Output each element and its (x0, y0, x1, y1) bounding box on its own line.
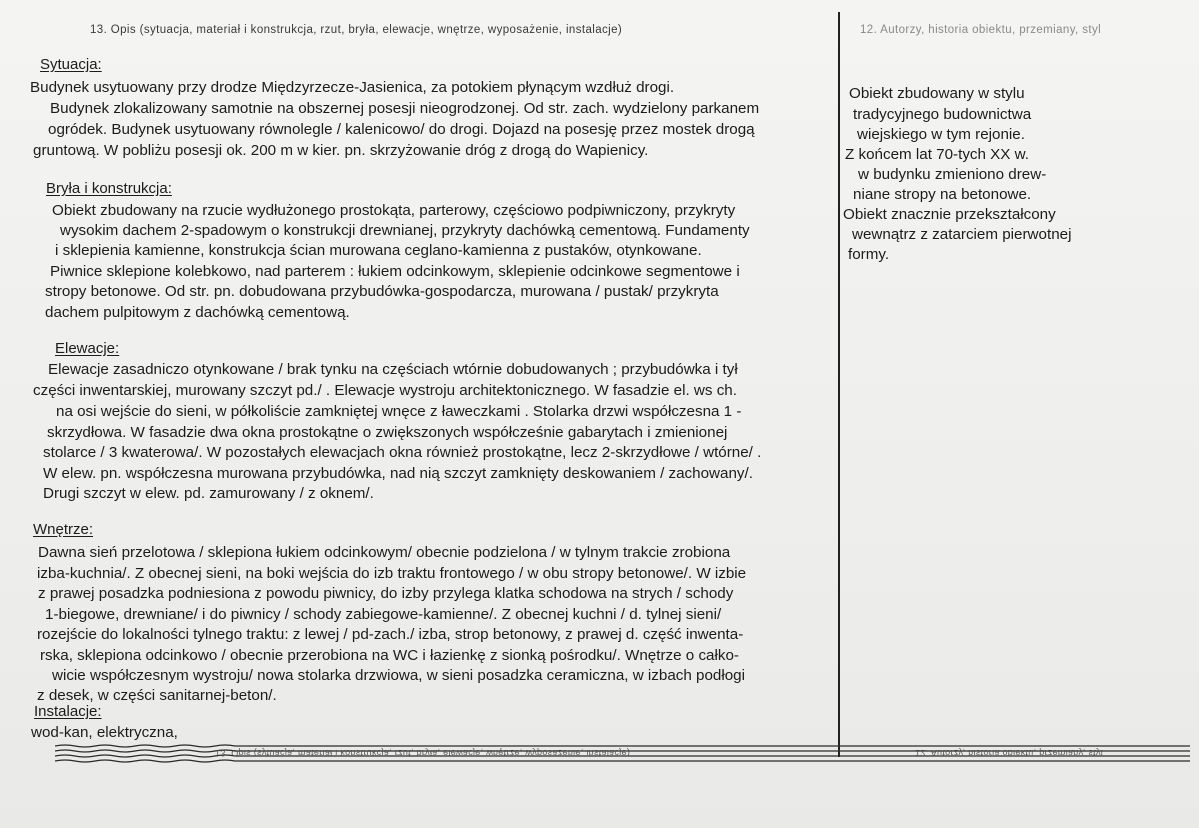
column-divider (838, 12, 840, 757)
section-heading-instalacje: Instalacje: (34, 703, 102, 720)
text-line: wod-kan, elektryczna, (31, 724, 178, 741)
history-line: Z końcem lat 70-tych XX w. (845, 146, 1030, 163)
text-line: Budynek usytuowany przy drodze Międzyrzecze-Jasienica, za potokiem płynącym wzdłuż drogi. (30, 79, 675, 96)
text-line: Obiekt zbudowany na rzucie wydłużonego prostokąta, parterowy, częściowo podpiwniczony, przykryty (52, 202, 736, 219)
history-line: formy. (848, 246, 890, 263)
history-line: wiejskiego w tym rejonie. (857, 126, 1025, 143)
mirrored-footer-left: 13. Opis (sytuacja, materiał i konstrukcja, rzut, bryła, elewacje, wnętrze, wyposażenie, instalacje) (215, 748, 631, 758)
section-heading-wnetrze: Wnętrze: (33, 521, 94, 538)
history-line: Obiekt znacznie przekształcony (843, 206, 1056, 223)
header-description-field: 13. Opis (sytuacja, materiał i konstrukcja, rzut, bryła, elewacje, wnętrze, wyposażenie, instalacje) (90, 24, 623, 36)
history-line: tradycyjnego budownictwa (853, 106, 1032, 123)
text-line: wicie współczesnym wystroju/ nowa stolarka drzwiowa, w sieni posadzka ceramiczna, w izbach podłogi (52, 667, 746, 684)
text-line: W elew. pn. współczesna murowana przybudówka, nad nią szczyt zamknięty deskowaniem / zachowany/. (43, 465, 753, 482)
text-line: rska, sklepiona odcinkowo / obecnie przerobiona na WC i łazienkę z sionką pośrodku/. Wnętrze o całko- (40, 647, 739, 664)
section-heading-bryla: Bryła i konstrukcja: (46, 180, 172, 197)
text-line: Piwnice sklepione kolebkowo, nad parterem : łukiem odcinkowym, sklepienie odcinkowe segmentowe i (50, 263, 740, 280)
text-line: z prawej posadzka podniesiona z powodu piwnicy, do izby przylega klatka schodowa na strych / schody (38, 585, 734, 602)
section-heading-elewacje: Elewacje: (55, 340, 120, 357)
text-line: stropy betonowe. Od str. pn. dobudowana przybudówka-gospodarcza, murowana / pustak/ przykryta (45, 283, 719, 300)
text-line: ogródek. Budynek usytuowany równolegle / kalenicowo/ do drogi. Dojazd na posesję przez mostek drogą (48, 121, 755, 138)
text-line: 1-biegowe, drewniane/ i do piwnicy / schody zabiegowe-kamienne/. Z obecnej kuchni / d. tylnej sieni/ (45, 606, 722, 623)
text-line: z desek, w części sanitarnej-beton/. (37, 687, 277, 704)
text-line: wysokim dachem 2-spadowym o konstrukcji drewnianej, przykryty dachówką cementową. Fundamenty (60, 222, 750, 239)
text-line: dachem pulpitowym z dachówką cementową. (45, 304, 350, 321)
text-line: na osi wejście do sieni, w półkoliście zamkniętej wnęce z ławeczkami . Stolarka drzwi współczesna 1 - (56, 403, 742, 420)
text-line: Dawna sień przelotowa / sklepiona łukiem odcinkowym/ obecnie podzielona / w tylnym trakcie zrobiona (38, 544, 731, 561)
history-line: wewnątrz z zatarciem pierwotnej (852, 226, 1072, 243)
text-line: rozejście do lokalności tylnego traktu: z lewej / pd-zach./ izba, strop betonowy, z prawej d. część inwenta- (37, 626, 744, 643)
text-line: Elewacje zasadniczo otynkowane / brak tynku na częściach wtórnie dobudowanych ; przybudówka i tył (48, 361, 738, 378)
text-line: gruntową. W pobliżu posesji ok. 200 m w kier. pn. skrzyżowanie dróg z drogą do Wapienicy. (33, 142, 649, 159)
text-line: stolarce / 3 kwaterowa/. W pozostałych elewacjach okna również prostokątne, lecz 2-skrzydłowe / wtórne/ . (43, 444, 762, 461)
history-line: w budynku zmieniono drew- (858, 166, 1047, 183)
header-history-field: 12. Autorzy, historia obiektu, przemiany, styl (860, 24, 1102, 36)
text-line: Budynek zlokalizowany samotnie na obszernej posesji nieogrodzonej. Od str. zach. wydzielony parkanem (50, 100, 760, 117)
history-line: Obiekt zbudowany w stylu (849, 85, 1025, 102)
text-line: izba-kuchnia/. Z obecnej sieni, na boki wejścia do izb traktu frontowego / w obu stropy betonowe/. W izbie (37, 565, 747, 582)
text-line: części inwentarskiej, murowany szczyt pd./ . Elewacje wystroju architektonicznego. W fasadzie el. ws ch. (33, 382, 737, 399)
text-line: Drugi szczyt w elew. pd. zamurowany / z oknem/. (43, 485, 374, 502)
text-line: i sklepienia kamienne, konstrukcja ścian murowana ceglano-kamienna z pustaków, otynkowane. (55, 242, 702, 259)
mirrored-footer-right: 12. Autorzy, historia obiektu, przemiany, styl (915, 748, 1104, 758)
section-heading-sytuacja: Sytuacja: (40, 56, 102, 73)
text-line: skrzydłowa. W fasadzie dwa okna prostokątne o zwiększonych współcześnie gabarytach i zmienionej (47, 424, 728, 441)
history-line: niane stropy na betonowe. (853, 186, 1032, 203)
